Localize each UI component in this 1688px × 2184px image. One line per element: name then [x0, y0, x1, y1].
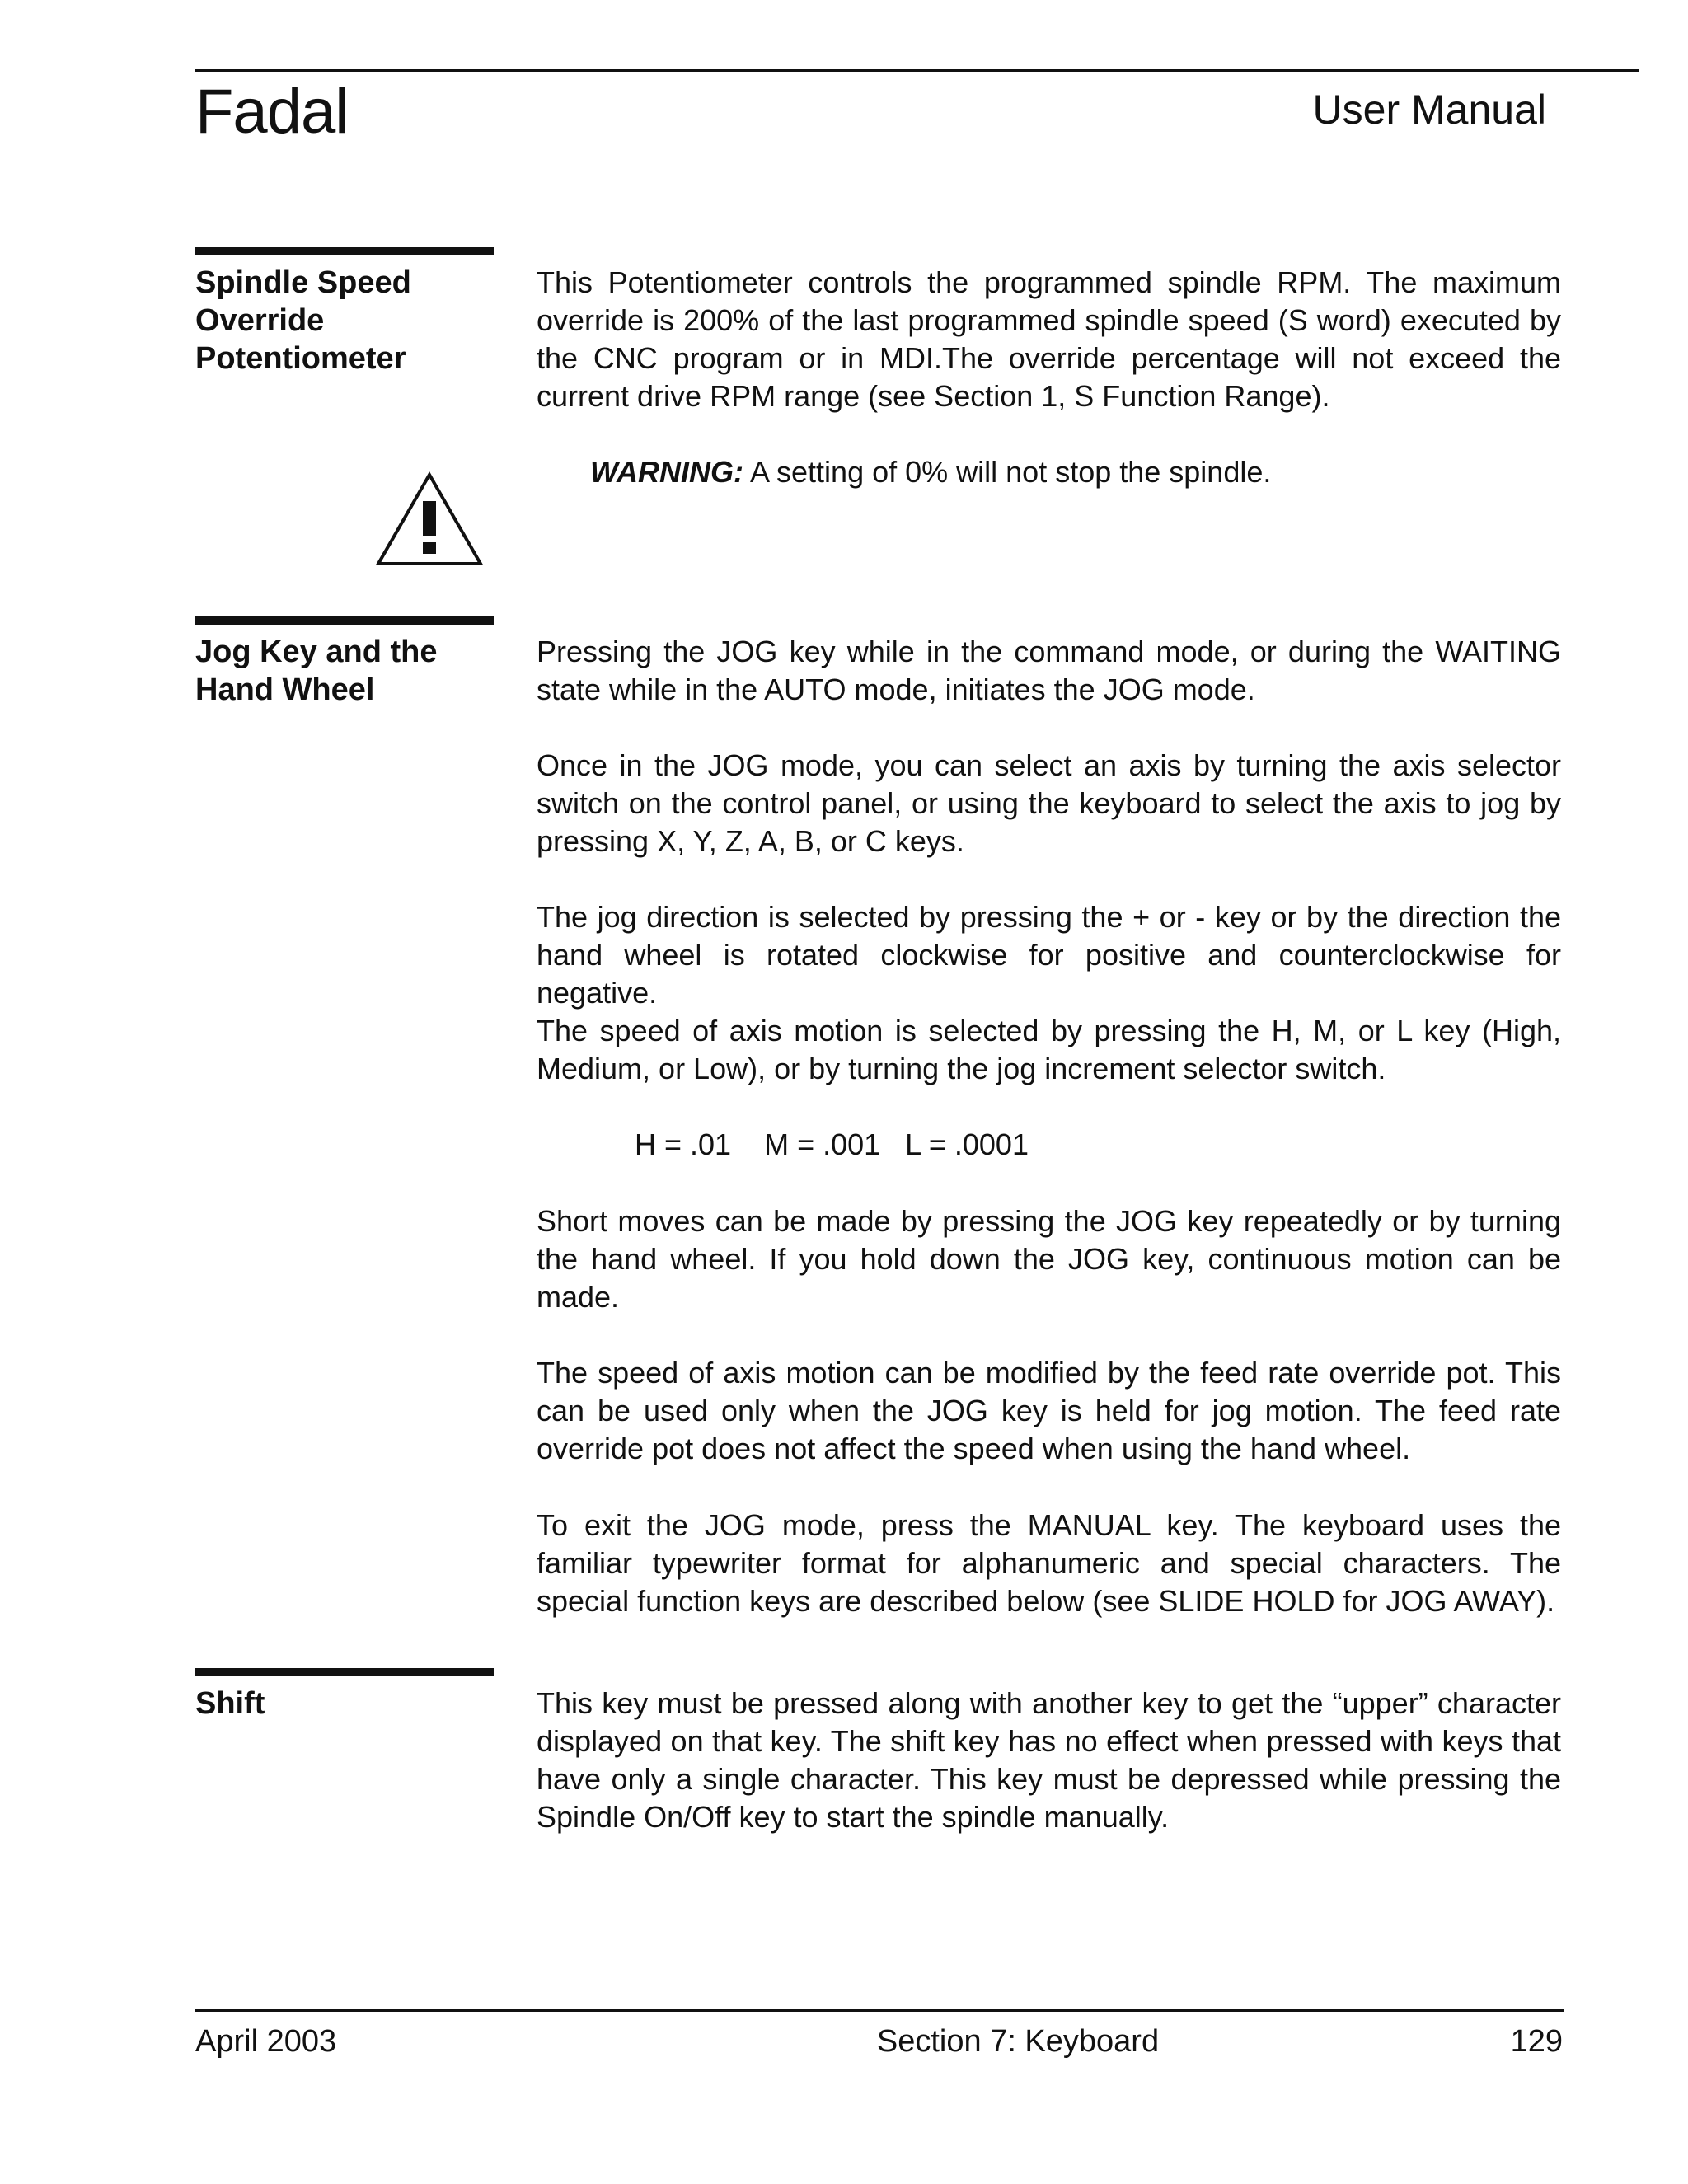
warning-triangle-icon — [375, 471, 484, 567]
footer-section: Section 7: Keyboard — [876, 2024, 1160, 2059]
brand-name: Fadal — [195, 77, 349, 147]
section-title-line: Hand Wheel — [195, 673, 375, 707]
jog-paragraph: The speed of axis motion can be modified by the feed rate override pot. This can be used only when the JOG key is held for jog motion. The feed rate override pot does not affect the speed when using the hand wheel. — [537, 1356, 1561, 1465]
jog-paragraph: Short moves can be made by pressing the JOG key repeatedly or by turning the hand wheel. If you hold down the JOG key, continuous motion can be made. — [537, 1204, 1561, 1314]
header-rule — [195, 69, 1639, 72]
section-title-line: Shift — [195, 1686, 265, 1721]
manual-title: User Manual — [1312, 87, 1546, 133]
section-title-spindle — [195, 264, 492, 377]
warning-label: WARNING: — [590, 455, 743, 489]
section-title-line: Potentiometer — [195, 341, 406, 376]
footer-rule — [195, 2009, 1564, 2012]
section-title-jog — [195, 633, 492, 709]
section-title-line: Jog Key and the — [195, 635, 438, 669]
section-title-line: Override — [195, 303, 325, 338]
jog-paragraph: Pressing the JOG key while in the command mode, or during the WAITING state while in the AUTO mode, initiates the JOG mode. — [537, 635, 1561, 706]
spindle-paragraph: This Potentiometer controls the programmed spindle RPM. The maximum override is 200% of the last programmed spindle speed (S word) executed by the CNC program or in MDI.The override percentage will not exceed the current drive RPM range (see Section 1, S Function Range). — [537, 265, 1561, 413]
section-title-line: Spindle Speed — [195, 265, 411, 300]
jog-paragraph: To exit the JOG mode, press the MANUAL key. The keyboard uses the familiar typewriter format for alphanumeric and special characters. The special function keys are described below (see SLIDE HOLD for JOG AWAY). — [537, 1508, 1561, 1618]
jog-paragraph: The jog direction is selected by pressing the + or - key or by the direction the hand wheel is rotated clockwise for positive and counterclockwise for negative. — [537, 900, 1561, 1010]
warning-note — [590, 453, 1271, 491]
section-rule-jog — [195, 616, 494, 625]
footer-date: April 2003 — [195, 2024, 337, 2059]
section-rule-spindle — [195, 247, 494, 255]
jog-paragraph: The speed of axis motion is selected by pressing the H, M, or L key (High, Medium, or Low), or by turning the jog increment selector switch. — [537, 1014, 1561, 1085]
jog-increment-values: H = .01 M = .001 L = .0001 — [635, 1127, 1029, 1161]
jog-paragraph: Once in the JOG mode, you can select an axis by turning the axis selector switch on the control panel, or using the keyboard to select the axis to jog by pressing X, Y, Z, A, B, or C keys. — [537, 748, 1561, 858]
warning-text: A setting of 0% will not stop the spindle. — [743, 455, 1272, 489]
shift-paragraph: This key must be pressed along with another key to get the “upper” character displayed on that key. The shift key has no effect when pressed with keys that have only a single character. This key must be depressed while pressing the Spindle On/Off key to start the spindle manually. — [537, 1686, 1561, 1834]
section-rule-shift — [195, 1668, 494, 1676]
page-number: 129 — [1510, 2024, 1563, 2059]
section-title-shift — [195, 1685, 492, 1722]
